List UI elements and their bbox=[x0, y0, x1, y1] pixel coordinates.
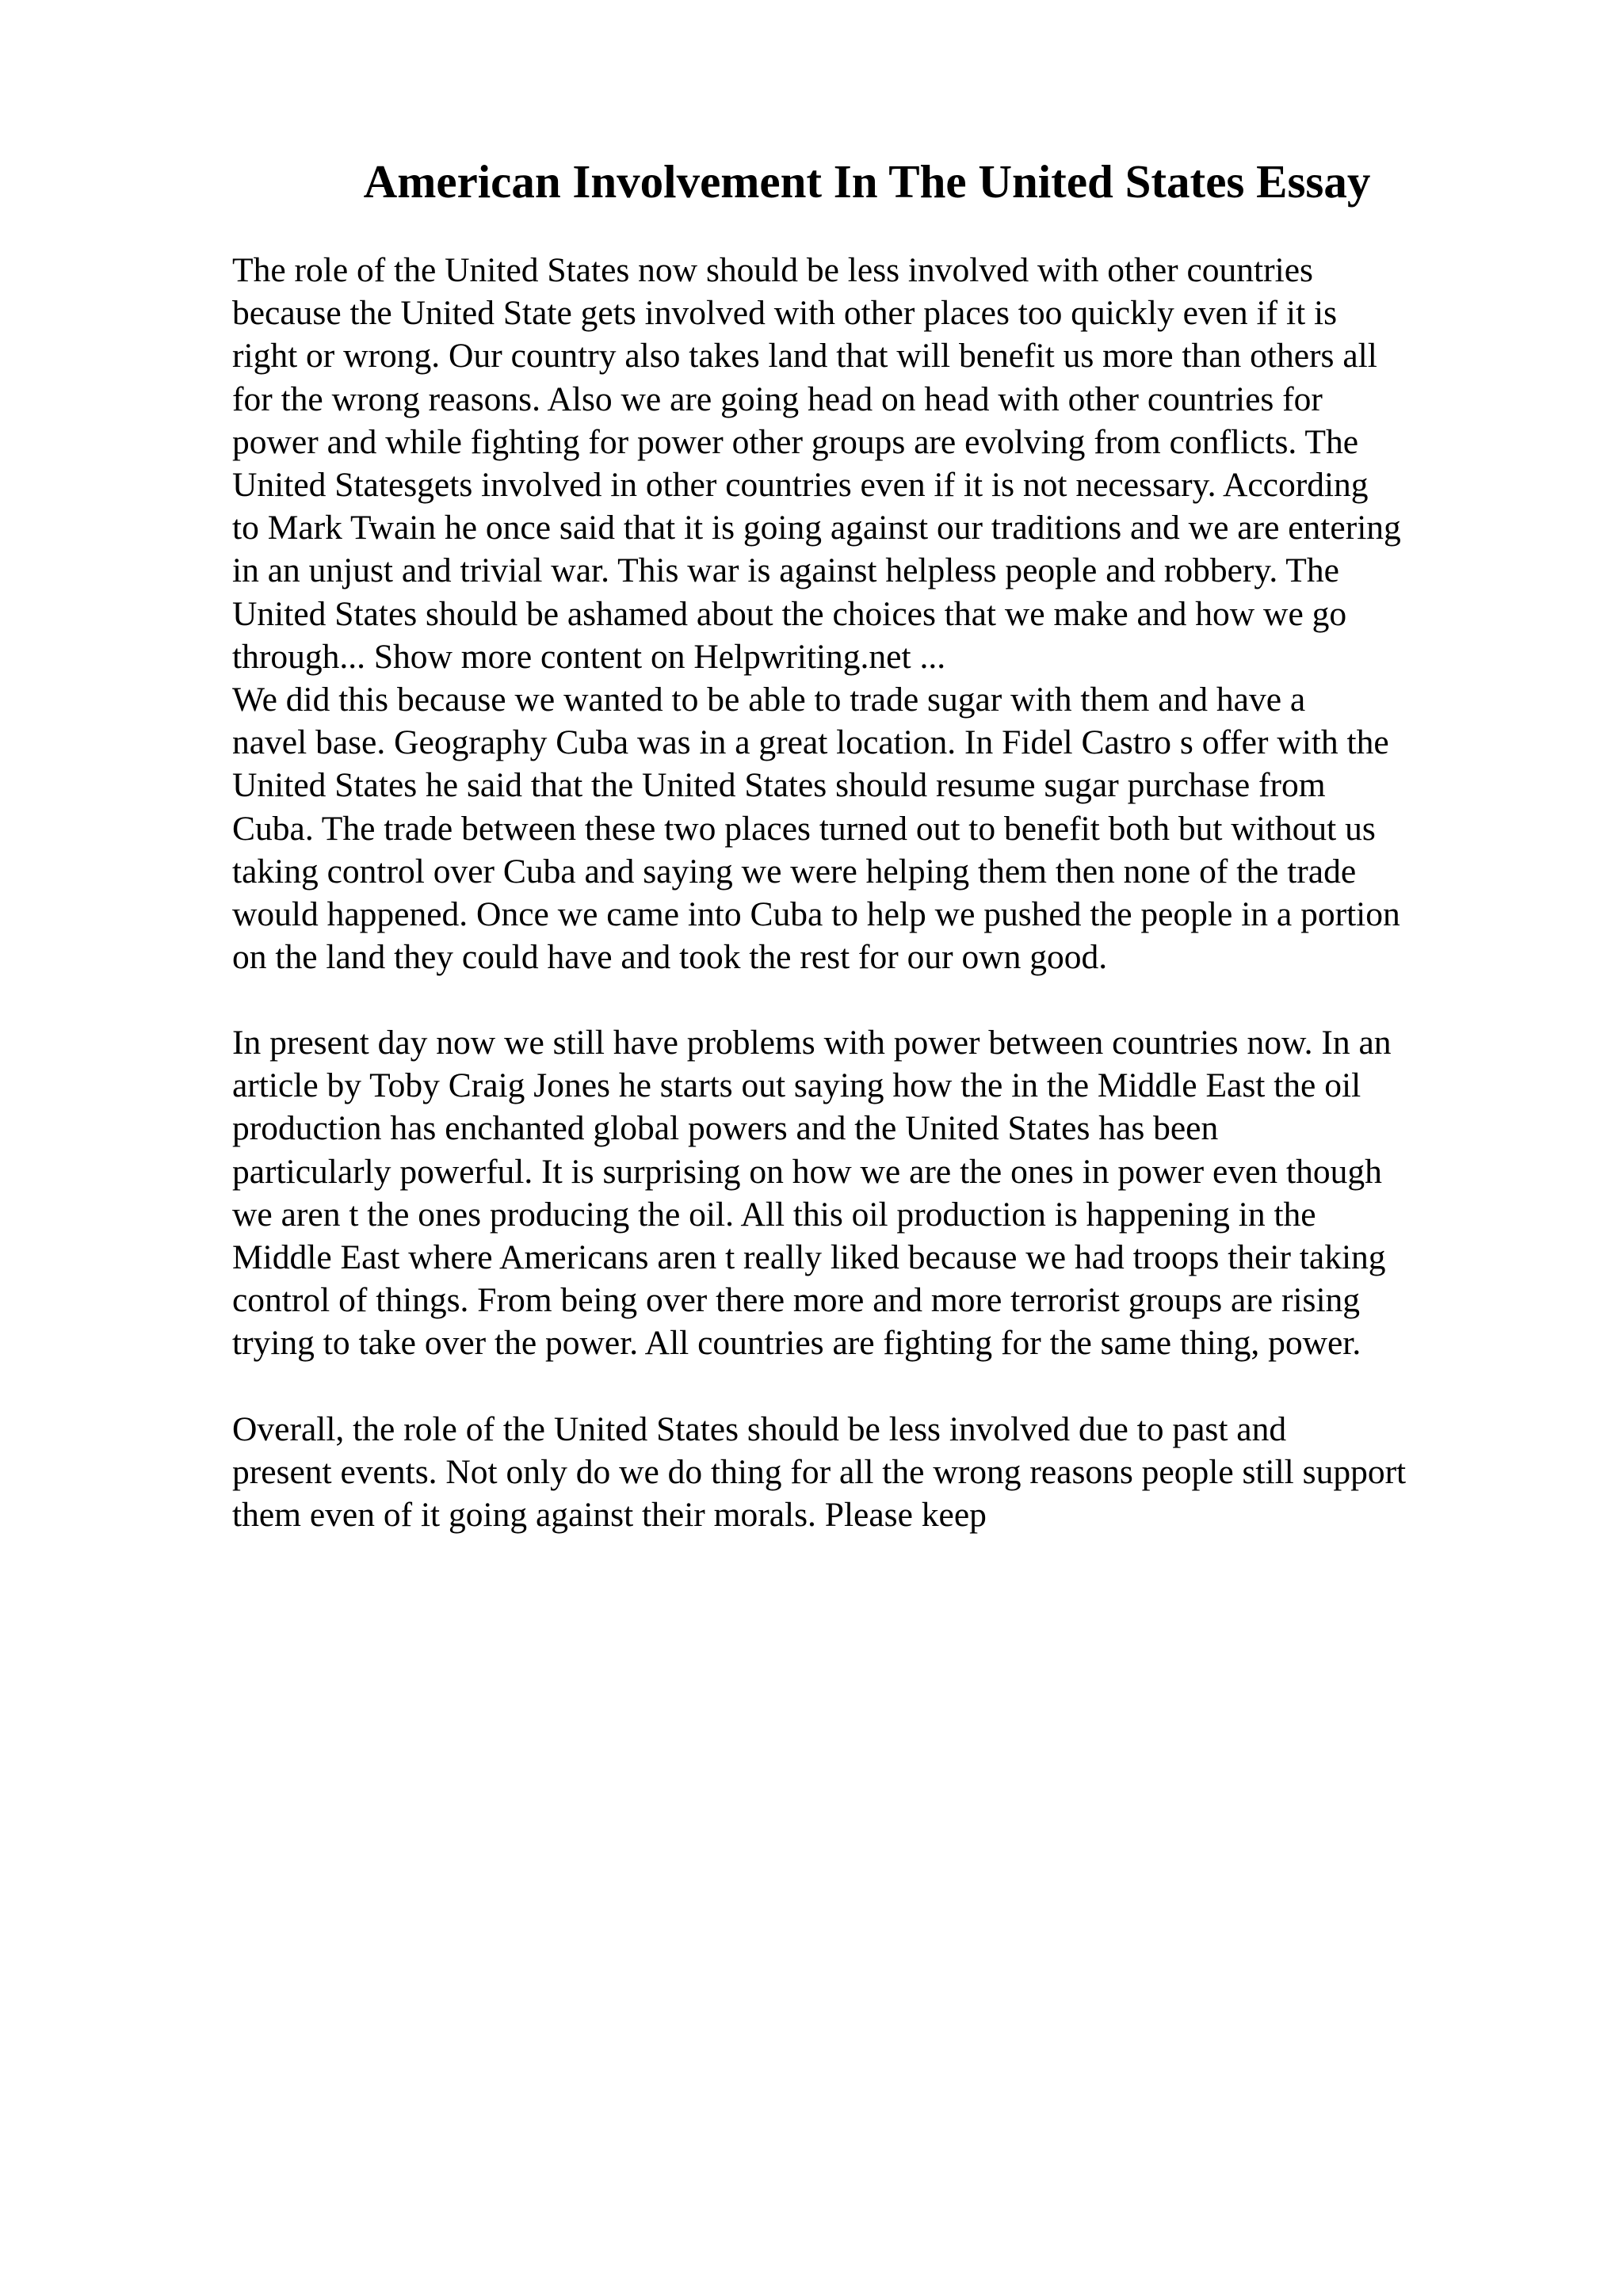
text-line: Middle East where Americans aren t really liked because we had troops their taking bbox=[232, 1238, 1386, 1276]
text-line: on the land they could have and took the rest for our own good. bbox=[232, 938, 1108, 977]
paragraph-3 bbox=[232, 1021, 1500, 1365]
paragraph-4 bbox=[232, 1408, 1500, 1537]
text-line: The role of the United States now should be less involved with other countries bbox=[232, 251, 1313, 289]
text-line: Cuba. The trade between these two places turned out to benefit both but without us bbox=[232, 809, 1376, 848]
text-line: taking control over Cuba and saying we were helping them then none of the trade bbox=[232, 852, 1357, 891]
text-line: we aren t the ones producing the oil. All this oil production is happening in the bbox=[232, 1195, 1316, 1234]
text-line: article by Toby Craig Jones he starts out saying how the in the Middle East the oil bbox=[232, 1066, 1361, 1105]
paragraph-1 bbox=[232, 249, 1500, 678]
text-line: right or wrong. Our country also takes land that will benefit us more than others all bbox=[232, 337, 1377, 376]
text-line: Overall, the role of the United States should be less involved due to past and bbox=[232, 1410, 1287, 1448]
text-line: control of things. From being over there more and more terrorist groups are rising bbox=[232, 1281, 1361, 1320]
text-line: because the United State gets involved with other places too quickly even if it is bbox=[232, 294, 1338, 333]
paragraph-2 bbox=[232, 678, 1500, 978]
text-line: navel base. Geography Cuba was in a great location. In Fidel Castro s offer with the bbox=[232, 723, 1389, 762]
text-line: for the wrong reasons. Also we are going head on head with other countries for bbox=[232, 379, 1323, 418]
text-line: In present day now we still have problems with power between countries now. In an bbox=[232, 1024, 1392, 1062]
text-line: them even of it going against their morals. Please keep bbox=[232, 1496, 987, 1535]
document-title: American Involvement In The United States Essay bbox=[363, 155, 1371, 208]
text-line: power and while fighting for power other groups are evolving from conflicts. The bbox=[232, 422, 1359, 461]
text-line: would happened. Once we came into Cuba to help we pushed the people in a portion bbox=[232, 894, 1400, 933]
text-line: in an unjust and trivial war. This war is against helpless people and robbery. The bbox=[232, 551, 1339, 590]
text-line: through... Show more content on Helpwriting.net ... bbox=[232, 637, 946, 676]
text-line: trying to take over the power. All countries are fighting for the same thing, power. bbox=[232, 1324, 1361, 1363]
text-line: to Mark Twain he once said that it is going against our traditions and we are entering bbox=[232, 509, 1401, 547]
text-line: particularly powerful. It is surprising on how we are the ones in power even though bbox=[232, 1152, 1382, 1191]
text-line: We did this because we wanted to be able to trade sugar with them and have a bbox=[232, 681, 1306, 719]
text-line: production has enchanted global powers and the United States has been bbox=[232, 1109, 1219, 1148]
text-line: present events. Not only do we do thing for all the wrong reasons people still support bbox=[232, 1453, 1407, 1492]
text-line: United States he said that the United States should resume sugar purchase from bbox=[232, 766, 1326, 805]
text-line: United States should be ashamed about the choices that we make and how we go bbox=[232, 594, 1347, 633]
text-line: United Statesgets involved in other countries even if it is not necessary. According bbox=[232, 465, 1369, 504]
